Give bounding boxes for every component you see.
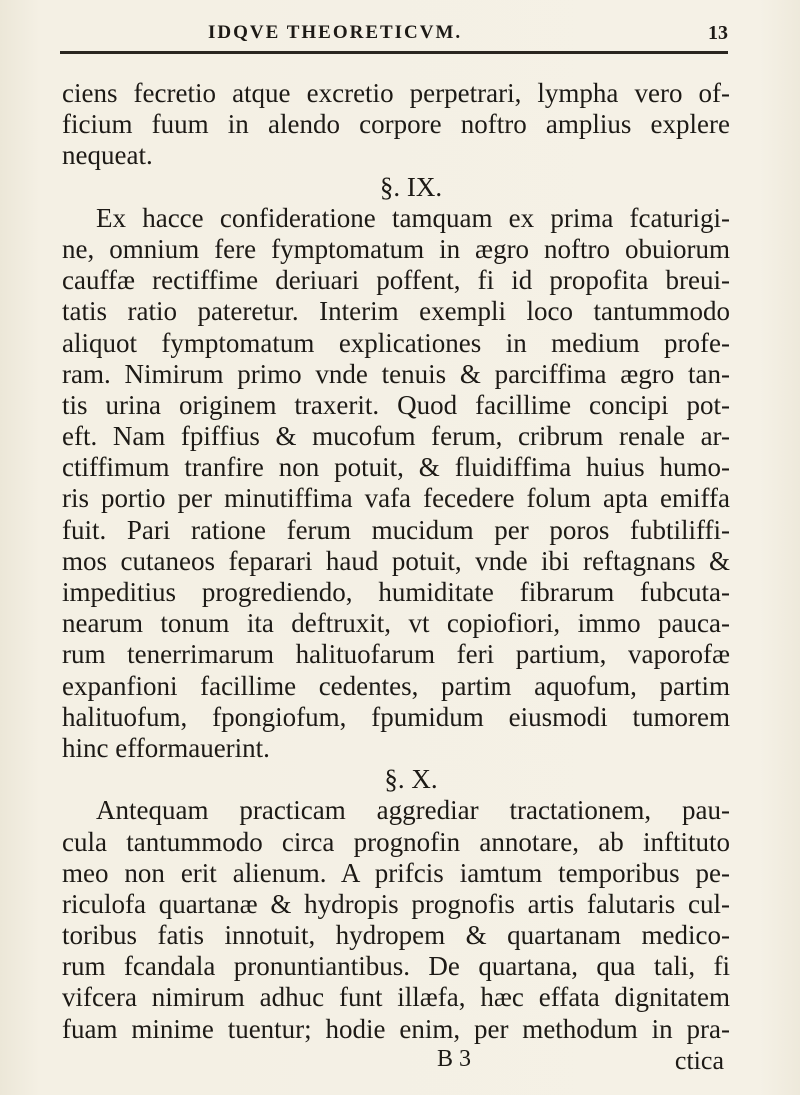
text-line: Antequam practicam aggrediar tractationem, pau-	[96, 795, 730, 826]
text-line: aliquot fymptomatum explicationes in medium profe-	[62, 327, 730, 358]
text-line: expanfioni facillime cedentes, partim aquofum, partim	[62, 670, 730, 701]
catchword: ctica	[674, 1046, 724, 1075]
text-line: cauffæ rectiffime deriuari poffent, fi id propofita breui-	[62, 265, 730, 296]
signature-mark: B 3	[437, 1046, 472, 1072]
text-line: impeditius progrediendo, humiditate fibrarum fubcuta-	[62, 577, 730, 607]
text-line: fuit. Pari ratione ferum mucidum per poros fubtiliffi-	[62, 514, 730, 545]
text-line: vifcera nimirum adhuc funt illæfa, hæc effata dignitatem	[62, 982, 730, 1013]
page-number: 13	[708, 22, 728, 44]
text-line: tatis ratio pateretur. Interim exempli loco tantummodo	[62, 296, 730, 327]
text-line: eft. Nam fpiffius & mucofum ferum, cribrum renale ar-	[62, 421, 730, 452]
text-line: mos cutaneos feparari haud potuit, vnde ibi reftagnans &	[62, 545, 730, 576]
text-line: hinc efformauerint.	[62, 732, 270, 763]
text-line: ram. Nimirum primo vnde tenuis & parciffima ægro tan-	[62, 358, 730, 389]
text-line: rum fcandala pronuntiantibus. De quartana, qua tali, fi	[62, 951, 730, 982]
text-line: Ex hacce confideratione tamquam ex prima fcaturigi-	[96, 202, 730, 233]
text-line: nequeat.	[62, 140, 153, 171]
page-header	[60, 18, 728, 58]
text-line: tis urina originem traxerit. Quod facillime concipi pot-	[62, 389, 730, 420]
text-line: ctiffimum tranfire non potuit, & fluidiffima huius humo-	[62, 452, 730, 483]
text-line: ris portio per minutiffima vafa fecedere folum apta emiffa	[62, 483, 730, 514]
text-line: cula tantummodo circa prognofin annotare, ab inftituto	[62, 826, 730, 857]
text-line: halituofum, fpongiofum, fpumidum eiusmodi tumorem	[62, 701, 730, 732]
text-line: fuam minime tuentur; hodie enim, per methodum in pra-	[62, 1013, 730, 1044]
text-line: meo non erit alienum. A prifcis iamtum temporibus pe-	[62, 857, 730, 888]
section-heading: §. IX.	[379, 171, 443, 202]
text-line: rum tenerrimarum halituofarum feri partium, vaporofæ	[62, 639, 730, 670]
running-title: IDQVE THEORETICVM.	[208, 22, 463, 43]
text-line: ficium fuum in alendo corpore noftro amplius explere	[62, 109, 730, 140]
text-line: riculofa quartanæ & hydropis prognofis artis falutaris cul-	[62, 888, 730, 919]
header-rule	[60, 51, 728, 54]
text-line: toribus fatis innotuit, hydropem & quartanam medico-	[62, 920, 730, 951]
section-heading: §. X.	[384, 764, 438, 795]
body-text	[62, 78, 730, 1045]
text-line: nearum tonum ita deftruxit, vt copiofiori, immo pauca-	[62, 608, 730, 639]
text-line: ciens fecretio atque excretio perpetrari, lympha vero of-	[62, 78, 730, 108]
page-footer	[62, 1046, 730, 1078]
text-line: ne, omnium fere fymptomatum in ægro noftro obuiorum	[62, 233, 730, 264]
